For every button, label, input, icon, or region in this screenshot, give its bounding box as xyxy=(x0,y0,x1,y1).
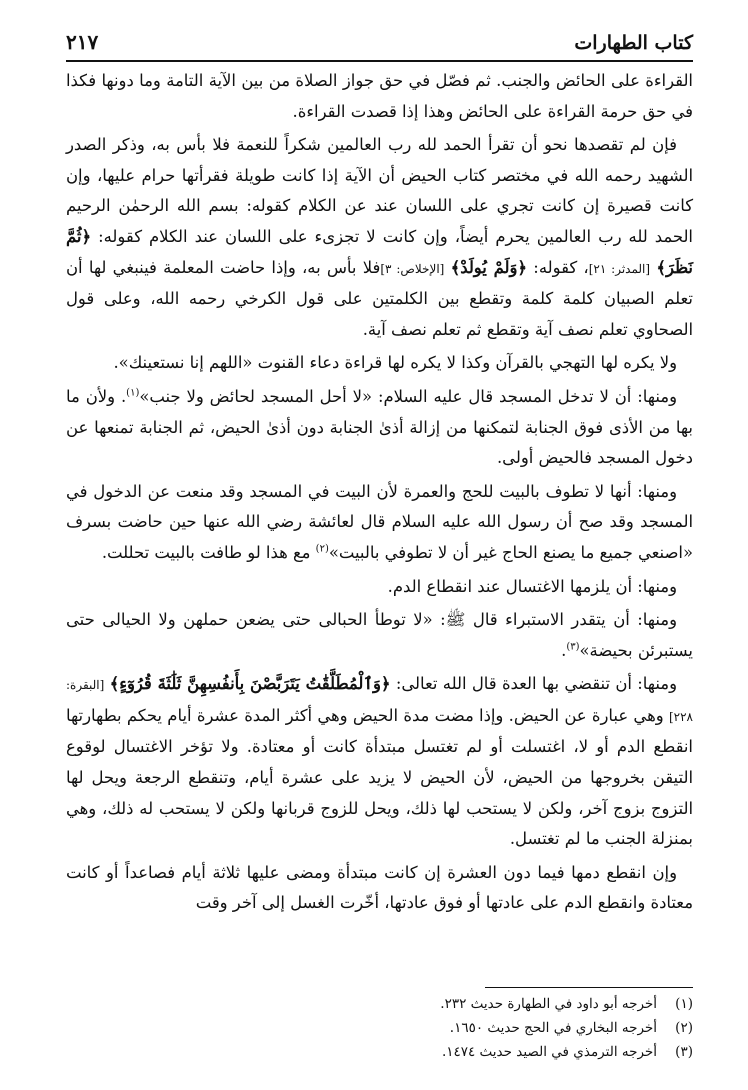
paragraph-text: ، كقوله: xyxy=(533,257,589,277)
paragraph-text: فإن لم تقصدها نحو أن تقرأ الحمد لله رب العالمين شكراً للنعمة فلا بأس به، وذكر الصدر الشهيد رحمه الله في مختصر كتاب الحيض أن الآية إذا كانت طويلة فقرأتها حرام عليها، وإن كانت قصيرة إن كانت تجري على اللسان عند عن الكلام كقوله: بسم الله الرحمٰن الرحيم الحمد لله رب العالمين يحرم أيضاً، وإن كانت لا تجزىء على اللسان عند الكلام كقوله: xyxy=(66,135,693,246)
paragraph xyxy=(66,130,693,345)
quran-quote: ﴿وَلَمْ يُولَدْ﴾ xyxy=(450,257,528,277)
footnote-text: أخرجه الترمذي في الصيد حديث ١٤٧٤. xyxy=(441,1044,657,1060)
footnotes xyxy=(66,992,693,1064)
footnote-number: (٢) xyxy=(675,1020,693,1036)
quran-reference: [الإخلاص: ٣] xyxy=(380,261,445,276)
quran-reference: [المدثر: ٢١] xyxy=(588,261,651,276)
running-title: كتاب الطهارات xyxy=(574,32,693,54)
paragraph xyxy=(66,669,693,855)
paragraph-text: وهي عبارة عن الحيض. وإذا مضت مدة الحيض وهي أكثر المدة عشرة أيام يحكم بطهارتها انقطع الدم أو لا، اغتسلت أو لم تغتسل مبتدأة كانت أو معتادة. ولا تؤخر الاغتسال لوقوع التيقن بخروجها من الحيض، لأن الحيض لا يزيد على عشرة أيام، وتنقطع الرجعة ويحل لها التزوج بزوج آخر، ولكن لا يستحب لها ذلك، ويحل للزوج قربانها ولكن لا يستحب له ذلك، وهي بمنزلة الجنب ما لم تغتسل. xyxy=(66,705,693,849)
quran-quote: ﴿ثُمَّ نَظَرَ﴾ xyxy=(66,226,693,277)
footnote-text: أخرجه البخاري في الحج حديث ١٦٥٠. xyxy=(449,1020,657,1036)
paragraph: وإن انقطع دمها فيما دون العشرة إن كانت مبتدأة ومضى عليها ثلاثة أيام فصاعداً أو كانت معتادة وانقطع الدم على عادتها أو فوق عادتها، أخّرت الغسل إلى آخر وقت xyxy=(66,862,693,913)
paragraph xyxy=(66,605,693,666)
paragraph-text: ومنها: أن تنقضي بها العدة قال الله تعالى: xyxy=(395,674,677,694)
footnote xyxy=(66,992,693,1016)
paragraph: ولا يكره لها التهجي بالقرآن وكذا لا يكره لها قراءة دعاء القنوت «اللهم إنا نستعينك». xyxy=(113,353,677,373)
paragraph-text: ومنها: أنها لا تطوف بالبيت للحج والعمرة لأن البيت في المسجد وقد منعت عن الدخول في المسجد وقد صح أن رسول الله عليه السلام قال لعائشة رضي الله عنها حين حاضت بسرف «اصنعي جميع ما يصنع الحاج غير أن لا تطوفي بالبيت» xyxy=(66,481,693,562)
footnote xyxy=(66,1016,693,1040)
paragraph-text: مع هذا لو طافت بالبيت تحللت. xyxy=(101,542,311,562)
paragraph-text: . ولأن ما بها من الأذى فوق الجنابة لتمكنها من إزالة أذىٰ الجنابة دون أذىٰ الحيض، ثم الجنابة تمنعها عن دخول المسجد فالحيض أولى. xyxy=(66,386,693,468)
paragraph xyxy=(66,382,693,474)
paragraph-text: . xyxy=(561,640,567,660)
footnote-number: (٣) xyxy=(675,1044,693,1060)
page-header xyxy=(66,18,693,62)
footnote-text: أخرجه أبو داود في الطهارة حديث ٢٣٢. xyxy=(440,996,657,1012)
footnote-number: (١) xyxy=(675,996,693,1012)
quran-reference: [البقرة: ٢٢٨] xyxy=(66,678,693,724)
footnote-divider xyxy=(485,987,693,988)
quran-quote: ﴿وَٱلْمُطَلَّقَٰتُ يَتَرَبَّصْنَ بِأَنفُسِهِنَّ ثَلَٰثَةَ قُرُوٓءٍ﴾ xyxy=(109,674,391,694)
paragraph-text: ومنها: أن لا تدخل المسجد قال عليه السلام: «لا أحل المسجد لحائض ولا جنب» xyxy=(139,386,677,406)
page-number: ٢١٧ xyxy=(66,30,99,54)
footnote xyxy=(66,1040,693,1064)
paragraph-text: ومنها: أن يتقدر الاستبراء قال ﷺ: «لا توطأ الحبالى حتى يضعن حملهن ولا الحيالى حتى يستبرئن بحيضة» xyxy=(66,610,693,660)
main-text xyxy=(66,66,693,919)
paragraph-text: فلا بأس به، وإذا حاضت المعلمة فينبغي لها أن تعلم الصبيان كلمة كلمة وتقطع بين الكلمتين على قول الكرخي رحمه الله، وعلى قول الصحاوي تعلم نصف آية وتقطع ثم تعلم نصف آية. xyxy=(66,257,693,339)
footnote-marker[interactable]: (١) xyxy=(126,387,140,399)
paragraph: القراءة على الحائض والجنب. ثم فصّل في حق جواز الصلاة من بين الآية التامة وما دونها فكذا في حق حرمة القراءة على الحائض وهذا إذا قصدت القراءة. xyxy=(66,71,693,121)
paragraph: ومنها: أن يلزمها الاغتسال عند انقطاع الدم. xyxy=(387,576,677,596)
footnote-marker[interactable]: (٣) xyxy=(566,641,580,653)
paragraph xyxy=(66,477,693,569)
footnote-marker[interactable]: (٢) xyxy=(315,543,329,555)
